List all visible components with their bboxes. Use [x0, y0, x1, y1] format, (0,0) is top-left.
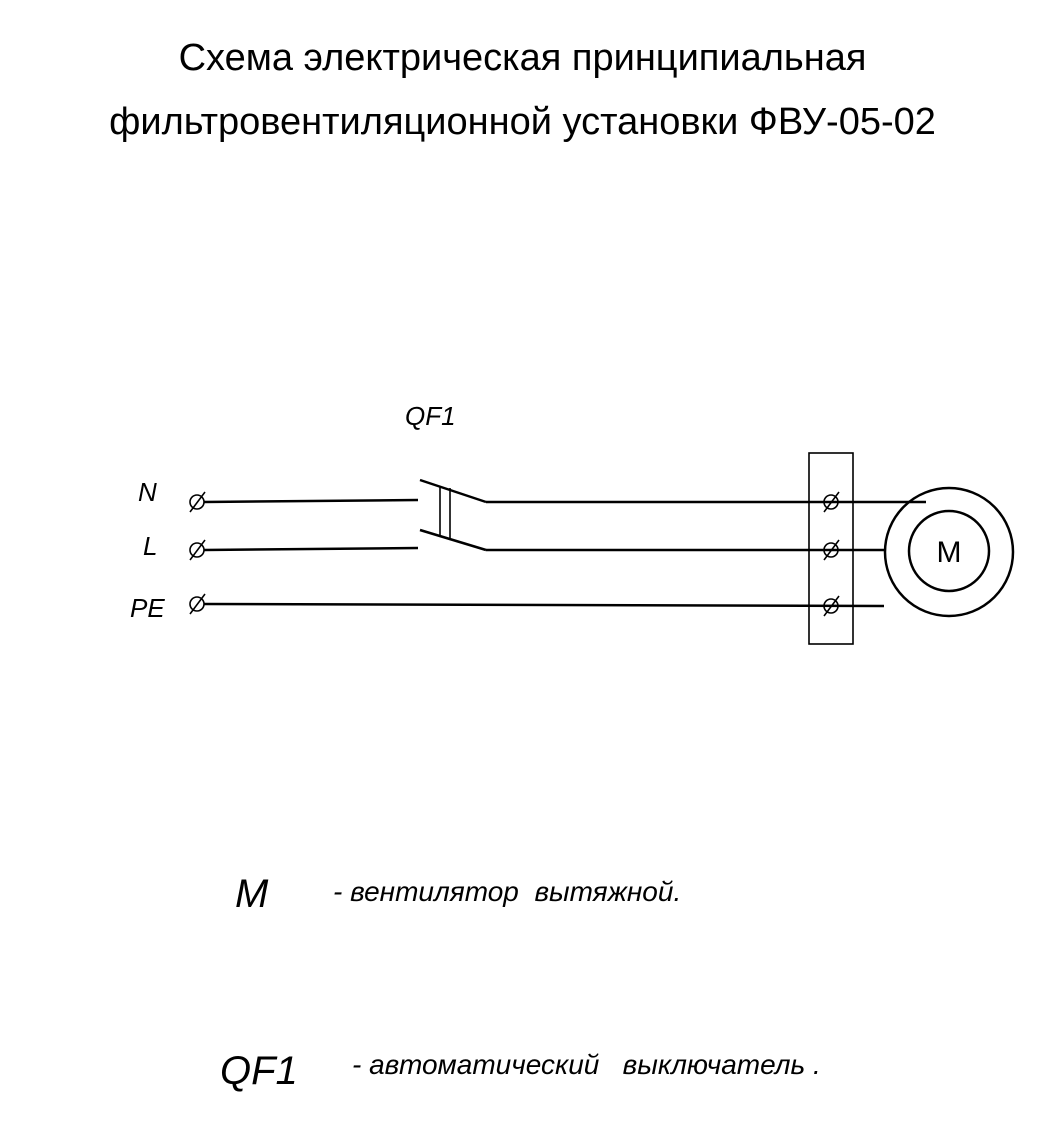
motor-label: M — [936, 536, 962, 569]
terminal-symbol-l — [190, 540, 205, 560]
legend-description-m: - вентилятор вытяжной. — [333, 876, 682, 907]
terminal-symbol-n — [190, 492, 205, 512]
terminal-label-l: L — [143, 531, 158, 561]
breaker-qf1 — [420, 480, 486, 550]
legend-symbol-m: M — [235, 872, 269, 916]
terminal-symbol-pe — [190, 594, 205, 614]
terminal-label-n: N — [138, 477, 157, 507]
legend-description-qf1: - автоматический выключатель . — [352, 1049, 821, 1080]
terminal-label-pe: PE — [130, 593, 165, 623]
wire-l-in — [204, 548, 418, 550]
wire-pe — [204, 604, 884, 606]
wire-n-in — [204, 500, 418, 502]
terminal-block — [809, 453, 853, 644]
diagram-title-line-1: Схема электрическая принципиальная — [178, 37, 867, 79]
legend-symbol-qf1: QF1 — [220, 1049, 298, 1093]
breaker-label: QF1 — [405, 401, 456, 431]
diagram-title-line-2: фильтровентиляционной установки ФВУ-05-02 — [109, 101, 936, 143]
